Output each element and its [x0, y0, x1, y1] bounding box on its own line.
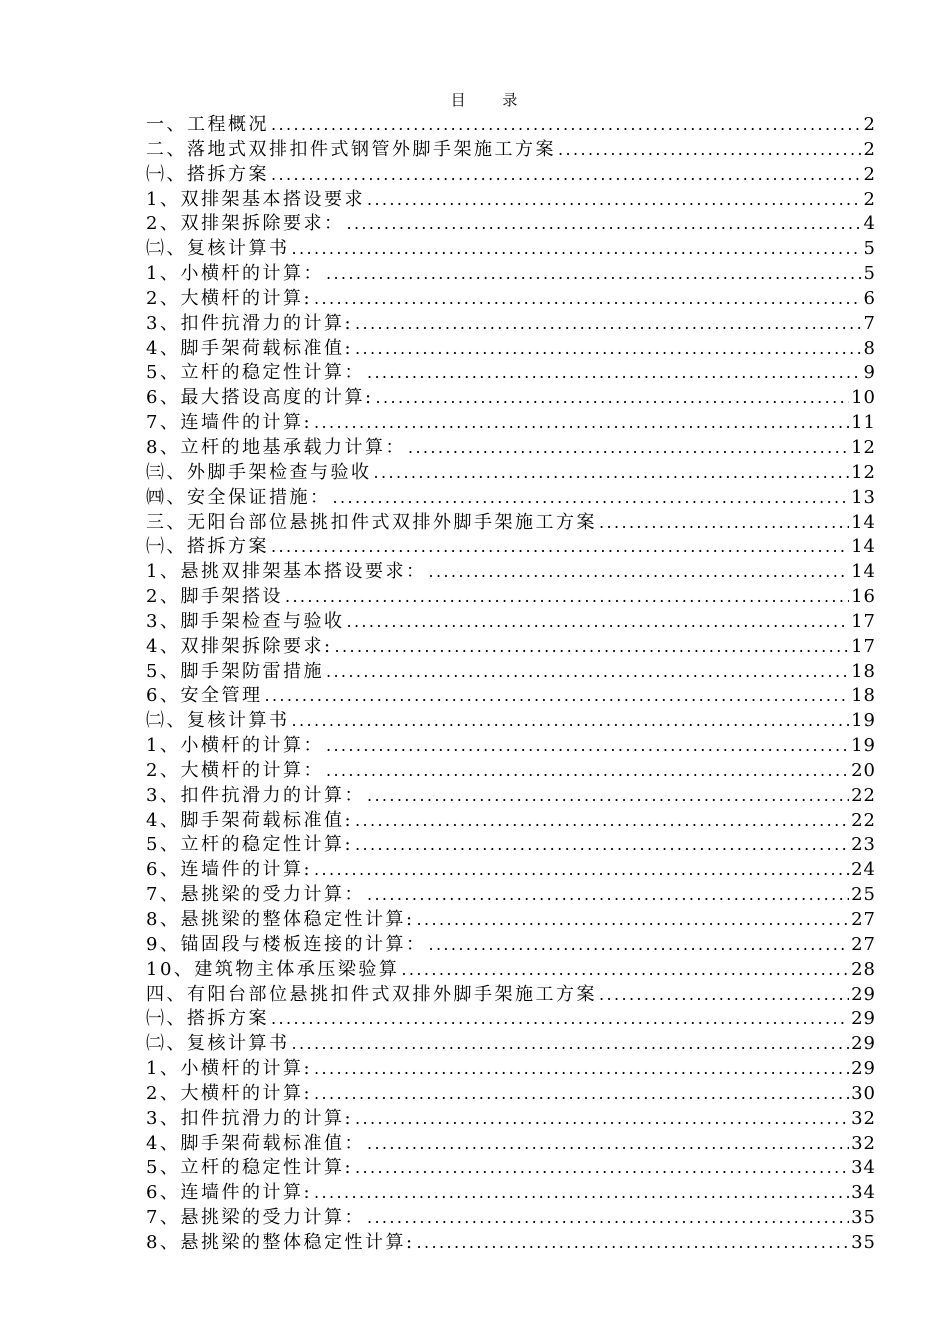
toc-entry-page-number: 13 — [851, 486, 876, 508]
toc-entry-label: 7、悬挑梁的受力计算： — [146, 1207, 365, 1229]
toc-entry-page-number: 24 — [851, 859, 876, 881]
toc-entry[interactable] — [146, 883, 876, 908]
toc-entry-label: 1、小横杆的计算: — [146, 1058, 313, 1080]
toc-entry[interactable] — [146, 486, 876, 511]
toc-dot-leader — [264, 684, 849, 709]
toc-entry-page-number: 34 — [851, 1157, 876, 1179]
toc-dot-leader — [271, 535, 849, 560]
toc-entry-page-number: 28 — [851, 958, 876, 980]
toc-entry-label: 5、脚手架防雷措施 — [146, 660, 324, 682]
toc-entry-page-number: 7 — [863, 312, 876, 334]
toc-entry-label: ㈣、安全保证措施： — [146, 486, 331, 508]
toc-dot-leader — [428, 560, 849, 585]
toc-dot-leader — [367, 361, 862, 386]
toc-entry[interactable] — [146, 262, 876, 287]
toc-list — [146, 113, 876, 1256]
toc-entry[interactable] — [146, 337, 876, 362]
toc-entry-label: 4、双排架拆除要求: — [146, 635, 333, 657]
toc-entry-page-number: 29 — [851, 1033, 876, 1055]
toc-dot-leader — [355, 1156, 849, 1181]
toc-dot-leader — [326, 660, 849, 685]
toc-entry[interactable] — [146, 361, 876, 386]
toc-entry-page-number: 14 — [851, 536, 876, 558]
toc-entry[interactable] — [146, 461, 876, 486]
toc-entry-label: ㈠、搭拆方案 — [146, 1008, 269, 1030]
toc-entry-page-number: 29 — [851, 1008, 876, 1030]
toc-entry-page-number: 22 — [851, 784, 876, 806]
toc-dot-leader — [367, 883, 849, 908]
toc-entry[interactable] — [146, 983, 876, 1008]
toc-entry[interactable] — [146, 610, 876, 635]
toc-entry-label: 2、大横杆的计算: — [146, 287, 313, 309]
toc-dot-leader — [374, 461, 850, 486]
toc-entry[interactable] — [146, 436, 876, 461]
toc-entry-page-number: 11 — [851, 412, 876, 434]
toc-entry[interactable] — [146, 784, 876, 809]
toc-entry-label: 8、悬挑梁的整体稳定性计算: — [146, 909, 415, 930]
toc-dot-leader — [326, 262, 862, 287]
toc-entry-page-number: 30 — [851, 1082, 876, 1104]
toc-entry-page-number: 32 — [851, 1132, 876, 1154]
toc-dot-leader — [599, 983, 849, 1008]
toc-dot-leader — [292, 709, 850, 734]
toc-dot-leader — [271, 163, 862, 188]
toc-entry[interactable] — [146, 1032, 876, 1057]
toc-dot-leader — [558, 138, 862, 163]
toc-entry[interactable] — [146, 560, 876, 585]
toc-entry[interactable] — [146, 511, 876, 536]
toc-entry-label: 4、脚手架荷载标准值: — [146, 809, 354, 831]
toc-dot-leader — [314, 1181, 849, 1206]
toc-entry-page-number: 4 — [863, 213, 876, 235]
toc-entry-label: ㈢、外脚手架检查与验收 — [146, 461, 372, 483]
toc-entry-page-number: 16 — [851, 586, 876, 608]
toc-dot-leader — [599, 511, 849, 536]
toc-dot-leader — [355, 1107, 849, 1132]
toc-entry[interactable] — [146, 734, 876, 759]
toc-dot-leader — [417, 1231, 850, 1256]
toc-entry-label: 1、双排架基本搭设要求 — [146, 188, 365, 210]
toc-entry[interactable] — [146, 908, 876, 933]
toc-dot-leader — [367, 784, 849, 809]
toc-entry-label: 6、连墙件的计算: — [146, 1182, 313, 1204]
toc-entry-page-number: 27 — [851, 909, 876, 930]
toc-entry[interactable] — [146, 1057, 876, 1082]
toc-entry-page-number: 22 — [851, 809, 876, 831]
toc-entry-label: 5、立杆的稳定性计算： — [146, 362, 365, 384]
toc-dot-leader — [408, 436, 849, 461]
toc-entry-page-number: 29 — [851, 983, 876, 1005]
toc-entry-page-number: 25 — [851, 884, 876, 906]
toc-entry-label: 1、小横杆的计算： — [146, 735, 324, 757]
toc-entry-label: 2、大横杆的计算: — [146, 1082, 313, 1104]
toc-entry-label: 四、有阳台部位悬挑扣件式双排外脚手架施工方案 — [146, 983, 597, 1005]
toc-entry-label: 3、脚手架检查与验收 — [146, 610, 345, 632]
toc-dot-leader — [314, 1057, 849, 1082]
toc-entry-label: ㈡、复核计算书 — [146, 238, 290, 260]
toc-entry-label: ㈠、搭拆方案 — [146, 163, 269, 185]
toc-dot-leader — [292, 1032, 850, 1057]
toc-dot-leader — [271, 113, 862, 138]
toc-entry-label: 二、落地式双排扣件式钢管外脚手架施工方案 — [146, 138, 556, 160]
toc-entry[interactable] — [146, 1156, 876, 1181]
toc-dot-leader — [376, 386, 850, 411]
toc-entry-label: 6、安全管理 — [146, 685, 263, 707]
toc-dot-leader — [355, 337, 862, 362]
toc-entry[interactable] — [146, 660, 876, 685]
toc-dot-leader — [346, 610, 849, 635]
toc-entry[interactable] — [146, 1082, 876, 1107]
toc-dot-leader — [417, 908, 850, 933]
toc-entry-page-number: 2 — [863, 138, 876, 160]
toc-entry-label: 8、悬挑梁的整体稳定性计算: — [146, 1231, 415, 1253]
toc-entry-page-number: 12 — [851, 436, 876, 458]
toc-dot-leader — [333, 486, 850, 511]
toc-entry-label: 2、双排架拆除要求： — [146, 213, 345, 235]
toc-entry-label: 5、立杆的稳定性计算: — [146, 1157, 354, 1179]
toc-dot-leader — [367, 188, 862, 213]
toc-title: 目 录 — [450, 91, 534, 109]
toc-entry[interactable] — [146, 113, 876, 138]
toc-entry-label: 8、立杆的地基承载力计算： — [146, 436, 406, 458]
toc-dot-leader — [346, 212, 861, 237]
toc-entry[interactable] — [146, 1007, 876, 1032]
toc-entry-page-number: 9 — [863, 362, 876, 384]
toc-entry[interactable] — [146, 1206, 876, 1231]
toc-dot-leader — [292, 237, 862, 262]
toc-entry-label: ㈡、复核计算书 — [146, 1033, 290, 1055]
toc-entry-page-number: 2 — [863, 163, 876, 185]
toc-entry-page-number: 18 — [851, 685, 876, 707]
toc-dot-leader — [314, 858, 849, 883]
toc-entry[interactable] — [146, 188, 876, 213]
toc-entry-label: 一、工程概况 — [146, 114, 269, 135]
toc-dot-leader — [271, 1007, 849, 1032]
toc-dot-leader — [428, 933, 849, 958]
toc-entry-page-number: 6 — [863, 287, 876, 309]
toc-entry-page-number: 5 — [863, 238, 876, 260]
toc-entry-page-number: 34 — [851, 1182, 876, 1204]
toc-entry-page-number: 27 — [851, 933, 876, 955]
toc-entry-label: 1、悬挑双排架基本搭设要求： — [146, 561, 427, 583]
toc-entry-label: 5、立杆的稳定性计算: — [146, 834, 354, 856]
toc-entry[interactable] — [146, 163, 876, 188]
toc-dot-leader — [367, 1206, 849, 1231]
toc-entry-label: 3、扣件抗滑力的计算： — [146, 784, 365, 806]
toc-entry-page-number: 19 — [851, 710, 876, 732]
toc-entry-label: 10、建筑物主体承压梁验算 — [146, 958, 400, 980]
toc-entry[interactable] — [146, 684, 876, 709]
toc-dot-leader — [285, 585, 849, 610]
toc-entry[interactable] — [146, 1132, 876, 1157]
toc-entry-page-number: 29 — [851, 1058, 876, 1080]
toc-entry[interactable] — [146, 237, 876, 262]
toc-dot-leader — [355, 809, 849, 834]
toc-dot-leader — [314, 411, 849, 436]
toc-entry[interactable] — [146, 635, 876, 660]
toc-entry-page-number: 19 — [851, 735, 876, 757]
toc-entry-page-number: 32 — [851, 1107, 876, 1129]
toc-entry[interactable] — [146, 585, 876, 610]
toc-entry-page-number: 17 — [851, 635, 876, 657]
toc-entry[interactable] — [146, 1181, 876, 1206]
toc-dot-leader — [314, 287, 862, 312]
toc-entry-page-number: 17 — [851, 610, 876, 632]
toc-entry[interactable] — [146, 312, 876, 337]
toc-entry-page-number: 2 — [863, 114, 876, 135]
toc-entry-page-number: 5 — [863, 263, 876, 285]
toc-entry-label: 6、最大搭设高度的计算: — [146, 387, 374, 409]
toc-entry-page-number: 23 — [851, 834, 876, 856]
toc-entry-label: 三、无阳台部位悬挑扣件式双排外脚手架施工方案 — [146, 511, 597, 533]
toc-entry-label: 9、锚固段与楼板连接的计算： — [146, 933, 427, 955]
toc-entry[interactable] — [146, 386, 876, 411]
toc-entry-label: ㈡、复核计算书 — [146, 710, 290, 732]
toc-dot-leader — [326, 759, 849, 784]
toc-entry-label: 7、悬挑梁的受力计算： — [146, 884, 365, 906]
toc-entry-label: 3、扣件抗滑力的计算: — [146, 312, 354, 334]
toc-entry-label: 2、大横杆的计算： — [146, 759, 324, 781]
toc-entry-label: 3、扣件抗滑力的计算: — [146, 1107, 354, 1129]
toc-dot-leader — [314, 1082, 849, 1107]
toc-dot-leader — [355, 833, 849, 858]
toc-entry-label: 1、小横杆的计算： — [146, 263, 324, 285]
toc-entry[interactable] — [146, 933, 876, 958]
toc-entry-page-number: 14 — [851, 511, 876, 533]
toc-entry-label: 4、脚手架荷载标准值： — [146, 1132, 365, 1154]
toc-entry-page-number: 2 — [863, 188, 876, 210]
toc-entry[interactable] — [146, 809, 876, 834]
toc-entry-label: 7、连墙件的计算: — [146, 412, 313, 434]
toc-entry-page-number: 35 — [851, 1231, 876, 1253]
toc-entry[interactable] — [146, 1107, 876, 1132]
toc-entry-page-number: 35 — [851, 1207, 876, 1229]
toc-entry[interactable] — [146, 1231, 876, 1256]
toc-entry[interactable] — [146, 858, 876, 883]
toc-entry[interactable] — [146, 212, 876, 237]
toc-entry[interactable] — [146, 759, 876, 784]
toc-entry[interactable] — [146, 411, 876, 436]
toc-entry[interactable] — [146, 833, 876, 858]
toc-entry-page-number: 10 — [851, 387, 876, 409]
toc-entry-label: ㈠、搭拆方案 — [146, 536, 269, 558]
toc-entry[interactable] — [146, 709, 876, 734]
toc-entry[interactable] — [146, 287, 876, 312]
toc-dot-leader — [367, 1132, 849, 1157]
toc-entry-label: 6、连墙件的计算: — [146, 859, 313, 881]
toc-entry-label: 4、脚手架荷载标准值: — [146, 337, 354, 359]
toc-entry[interactable] — [146, 535, 876, 560]
toc-dot-leader — [401, 958, 849, 983]
toc-entry-page-number: 8 — [863, 337, 876, 359]
toc-entry-page-number: 12 — [851, 461, 876, 483]
toc-entry-page-number: 20 — [851, 759, 876, 781]
toc-entry-label: 2、脚手架搭设 — [146, 586, 283, 608]
toc-dot-leader — [326, 734, 849, 759]
toc-entry-page-number: 18 — [851, 660, 876, 682]
toc-dot-leader — [335, 635, 850, 660]
toc-dot-leader — [355, 312, 862, 337]
toc-entry[interactable] — [146, 138, 876, 163]
toc-entry[interactable] — [146, 958, 876, 983]
toc-entry-page-number: 14 — [851, 561, 876, 583]
